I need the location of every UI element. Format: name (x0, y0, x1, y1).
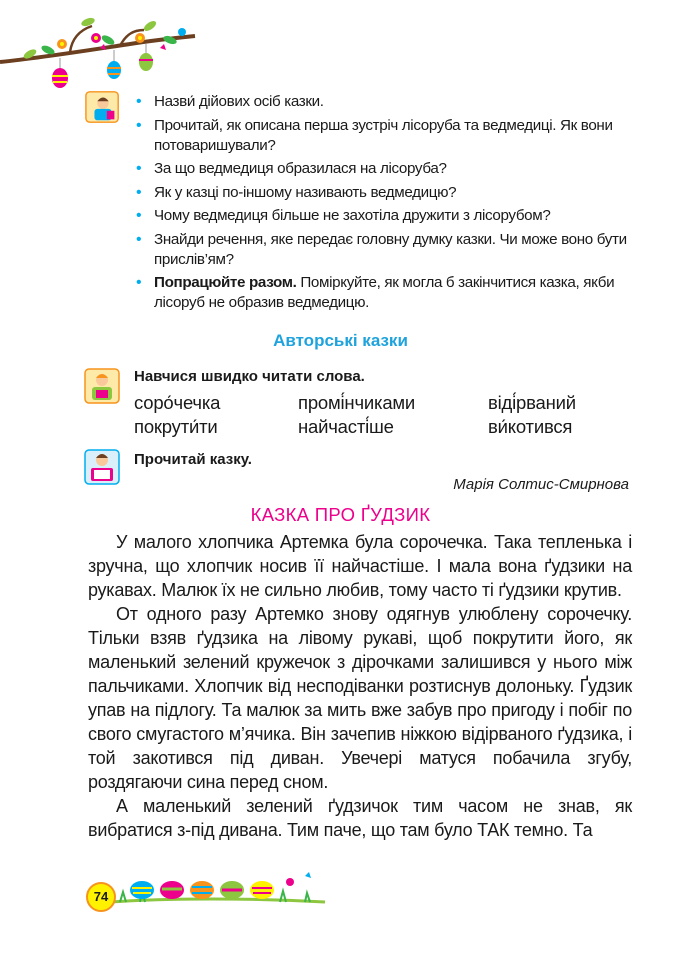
task-read-words: Навчися швидко читати слова. (134, 368, 365, 385)
word-item: промі́нчиками (298, 392, 416, 413)
word-item: найчасті́ше (298, 416, 394, 437)
list-item: • Назви́ дійових осіб казки. (136, 93, 324, 110)
list-item: • Знайди речення, яке передає головну думку казки. Чи може воно бути прислів’ям? (136, 230, 627, 268)
list-item: • Чому ведмедиця більше не захотіла дружити з лісорубом? (136, 207, 551, 224)
story-paragraph: А маленький зелений ґудзичок тим часом не знав, як вибратися з-під дивана. Тим паче, що там було ТАК темно. Та (88, 796, 632, 840)
bullet-icon: • (136, 116, 142, 134)
read-tale-icon (82, 447, 122, 487)
teamwork-label: Попрацюйте разом. (154, 274, 297, 291)
reading-practice-icon (82, 366, 122, 406)
word-item: ви́котився (488, 416, 573, 437)
list-item: • Як у казці по-іншому називають ведмедицю? (136, 183, 457, 201)
list-item: • Попрацюйте разом. Поміркуйте, як могла б закінчитися казка, якби лісоруб не образив ведмедицю. (136, 274, 615, 311)
bullet-icon: • (136, 274, 142, 291)
easter-branch-decoration (0, 0, 200, 100)
bullet-icon: • (136, 93, 142, 110)
word-item: покрути́ти (134, 416, 218, 437)
list-item: • Прочитай, як описана перша зустріч лісоруба та ведмедиці. Як вони потоваришували? (136, 116, 613, 154)
story-paragraph: У малого хлопчика Артемка була сорочечка. Така тепленька і зручна, що хлопчик носив її найчастіше. І мала вона ґудзики на рукавах. Малюк їх не сильно любив, тому часто ті ґудзики крутив. (88, 532, 632, 600)
task-read-tale: Прочитай казку. (134, 451, 252, 468)
word-grid (134, 392, 634, 440)
section-title: Авторські казки (273, 331, 408, 350)
word-item: соро́чечка (134, 392, 221, 413)
bullet-icon: • (136, 207, 142, 224)
story-paragraph: От одного разу Артемко знову одягнув улюблену сорочечку. Тільки взяв ґудзика на лівому рукаві, щоб покрутити його, як маленький зелений кружечок з дірочками залишився у нього між пальчиками. Хлопчик від несподіванки розтиснув долоньку. Ґудзик упав на підлогу. Та малюк за мить вже забув про пригоду і побіг по свого смугастого м’ячика. Він зачепив ніжкою відірваного ґудзика, і той закотився під диван. Увечері матуся побачила згубу, роздягаючи сина перед сном. (88, 604, 632, 792)
questions-icon (84, 88, 122, 126)
bullet-icon: • (136, 230, 142, 248)
story-title: КАЗКА ПРО ҐУДЗИК (250, 504, 431, 525)
bullet-icon: • (136, 183, 142, 201)
easter-eggs-decoration (80, 862, 330, 912)
page-number: 74 (86, 882, 116, 912)
questions-list (134, 92, 634, 317)
word-item: віді́рваний (488, 392, 576, 413)
bullet-icon: • (136, 160, 142, 177)
story-text (88, 530, 632, 842)
list-item: • За що ведмедиця образилася на лісоруба? (136, 160, 447, 177)
story-author: Марія Солтис-Смирнова (453, 476, 629, 493)
